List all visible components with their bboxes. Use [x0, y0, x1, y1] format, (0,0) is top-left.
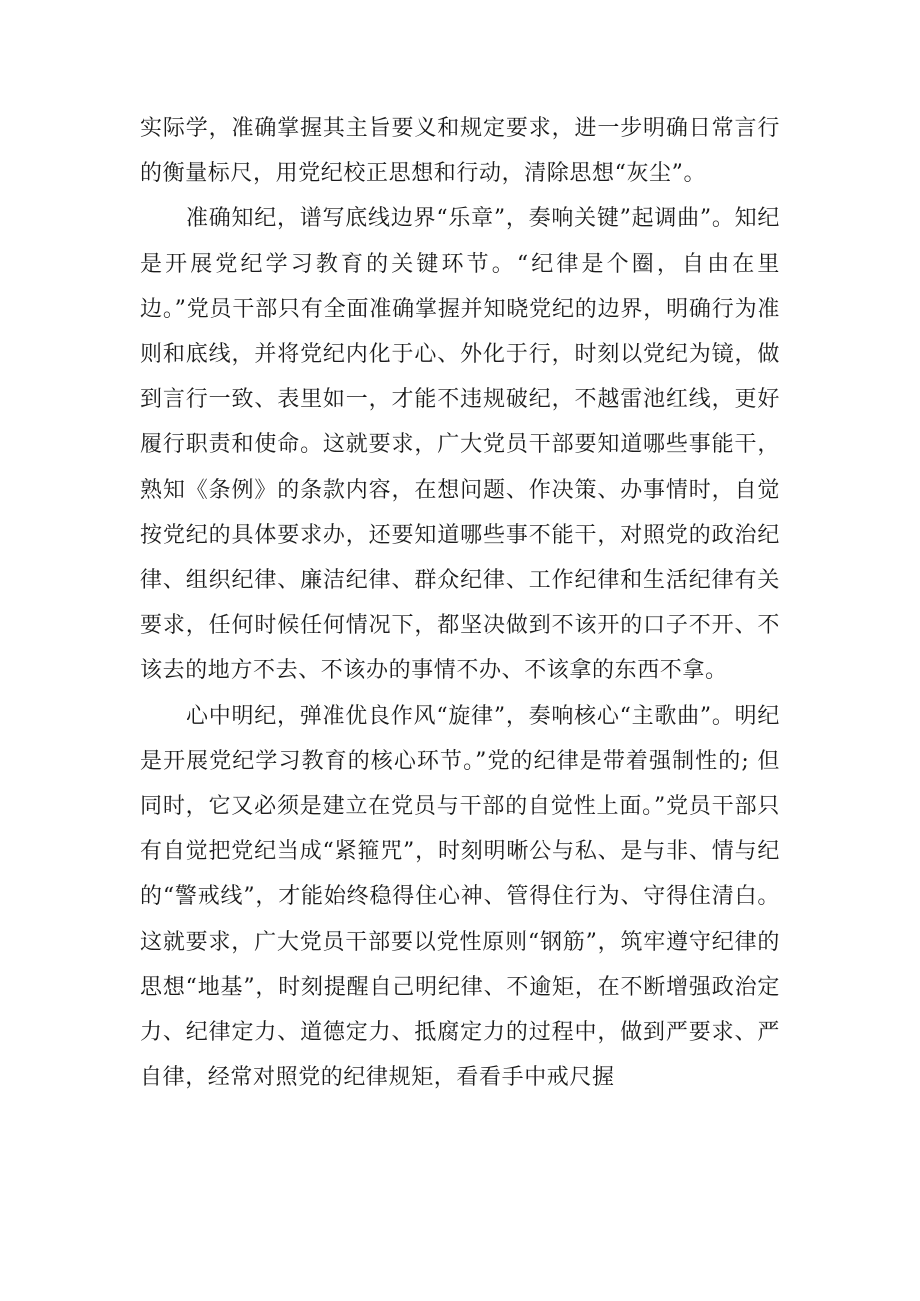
paragraph-continuation: 实际学，准确掌握其主旨要义和规定要求，进一步明确日常言行的衡量标尺，用党纪校正思想和行动，清除思想“灰尘”。: [140, 116, 780, 187]
paragraph-zhiji: 准确知纪，谱写底线边界“乐章”，奏响关键”起调曲”。知纪是开展党纪学习教育的关键环节。“纪律是个圈，自由在里边。”党员干部只有全面准确掌握并知晓党纪的边界，明确行为准则和底线，并将党纪内化于心、外化于行，时刻以党纪为镜，做到言行一致、表里如一，才能不违规破纪，不越雷池红线，更好履行职责和使命。这就要求，广大党员干部要知道哪些事能干，熟知《条例》的条款内容，在想问题、作决策、办事情时，自觉按党纪的具体要求办，还要知道哪些事不能干，对照党的政治纪律、组织纪律、廉洁纪律、群众纪律、工作纪律和生活纪律有关要求，任何时候任何情况下，都坚决做到不该开的口子不开、不该去的地方不去、不该办的事情不办、不该拿的东西不拿。: [140, 206, 780, 684]
paragraph-mingji: 心中明纪，弹准优良作风“旋律”，奏响核心“主歌曲”。明纪是开展党纪学习教育的核心环节。”党的纪律是带着强制性的; 但同时，它又必须是建立在党员与干部的自觉性上面。”党员干部只有自觉把党纪当成“紧箍咒”，时刻明晰公与私、是与非、情与纪的“警戒线”，才能始终稳得住心神、管得住行为、守得住清白。这就要求，广大党员干部要以党性原则“钢筋”，筑牢遵守纪律的思想“地基”，时刻提醒自己明纪律、不逾矩，在不断增强政治定力、纪律定力、道德定力、抵腐定力的过程中，做到严要求、严自律，经常对照党的纪律规矩，看看手中戒尺握: [140, 703, 780, 1091]
document-body: [140, 106, 780, 1100]
